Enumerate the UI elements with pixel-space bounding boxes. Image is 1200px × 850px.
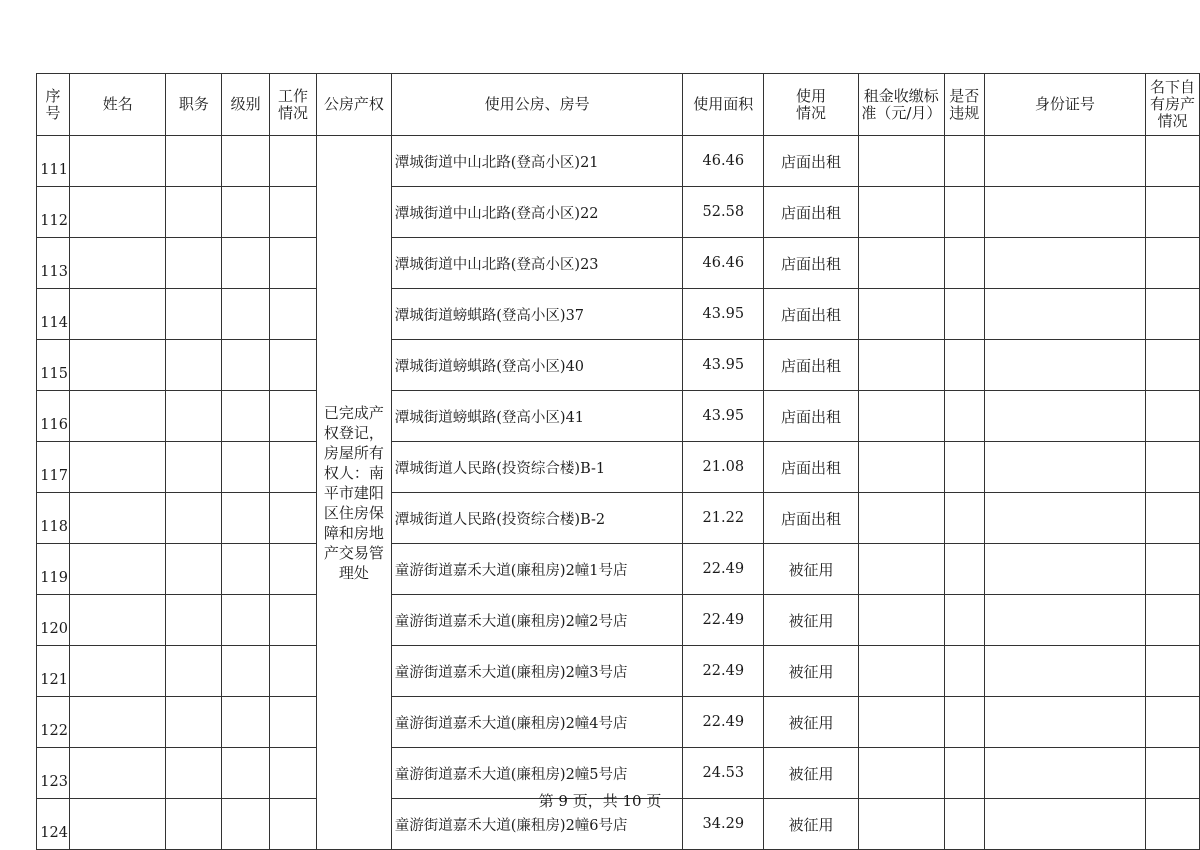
- cell-address: 童游街道嘉禾大道(廉租房)2幢4号店: [391, 697, 683, 748]
- cell-usage: 被征用: [764, 544, 859, 595]
- cell-address: 潭城街道螃蜞路(登高小区)41: [391, 391, 683, 442]
- table-row: [37, 646, 1200, 697]
- cell-property: [1145, 442, 1199, 493]
- header-area: 使用面积: [683, 74, 764, 136]
- cell-level: [222, 493, 270, 544]
- table-row: [37, 544, 1200, 595]
- cell-seq: 111: [37, 136, 70, 187]
- cell-area: 43.95: [683, 391, 764, 442]
- header-ownership: 公房产权: [316, 74, 391, 136]
- cell-violation: [944, 391, 984, 442]
- cell-property: [1145, 340, 1199, 391]
- header-violation: 是否违规: [944, 74, 984, 136]
- cell-name: [69, 493, 166, 544]
- header-row: [37, 74, 1200, 136]
- cell-address: 潭城街道螃蜞路(登高小区)40: [391, 340, 683, 391]
- cell-name: [69, 595, 166, 646]
- cell-level: [222, 646, 270, 697]
- cell-name: [69, 391, 166, 442]
- cell-seq: 115: [37, 340, 70, 391]
- cell-position: [166, 595, 222, 646]
- cell-address: 潭城街道中山北路(登高小区)21: [391, 136, 683, 187]
- cell-address: 童游街道嘉禾大道(廉租房)2幢3号店: [391, 646, 683, 697]
- cell-rent: [858, 442, 944, 493]
- cell-id: [984, 391, 1145, 442]
- cell-level: [222, 595, 270, 646]
- cell-area: 22.49: [683, 595, 764, 646]
- cell-name: [69, 238, 166, 289]
- cell-rent: [858, 544, 944, 595]
- cell-area: 34.29: [683, 799, 764, 850]
- cell-level: [222, 136, 270, 187]
- cell-property: [1145, 697, 1199, 748]
- header-property: 名下自有房产情况: [1145, 74, 1199, 136]
- cell-violation: [944, 544, 984, 595]
- cell-id: [984, 238, 1145, 289]
- cell-level: [222, 238, 270, 289]
- cell-usage: 被征用: [764, 595, 859, 646]
- page-footer: 第 9 页，共 10 页: [538, 792, 662, 810]
- cell-address: 童游街道嘉禾大道(廉租房)2幢5号店: [391, 748, 683, 799]
- cell-usage: 店面出租: [764, 187, 859, 238]
- ownership-cell: 已完成产权登记，房屋所有权人：南平市建阳区住房保障和房地产交易管理处: [316, 136, 391, 850]
- cell-id: [984, 187, 1145, 238]
- cell-area: 52.58: [683, 187, 764, 238]
- cell-violation: [944, 340, 984, 391]
- table-row: [37, 238, 1200, 289]
- cell-seq: 114: [37, 289, 70, 340]
- cell-work: [270, 187, 317, 238]
- cell-rent: [858, 391, 944, 442]
- cell-address: 童游街道嘉禾大道(廉租房)2幢1号店: [391, 544, 683, 595]
- cell-work: [270, 595, 317, 646]
- cell-seq: 116: [37, 391, 70, 442]
- cell-position: [166, 289, 222, 340]
- cell-rent: [858, 646, 944, 697]
- cell-work: [270, 544, 317, 595]
- cell-rent: [858, 493, 944, 544]
- table-row: [37, 289, 1200, 340]
- header-rent: 租金收缴标准（元/月）: [858, 74, 944, 136]
- header-usage: 使用情况: [764, 74, 859, 136]
- cell-work: [270, 493, 317, 544]
- cell-rent: [858, 238, 944, 289]
- cell-work: [270, 391, 317, 442]
- cell-seq: 112: [37, 187, 70, 238]
- cell-usage: 店面出租: [764, 136, 859, 187]
- cell-rent: [858, 697, 944, 748]
- cell-position: [166, 340, 222, 391]
- housing-table: [36, 73, 1200, 850]
- header-position: 职务: [166, 74, 222, 136]
- header-work: 工作情况: [270, 74, 317, 136]
- cell-seq: 123: [37, 748, 70, 799]
- cell-id: [984, 442, 1145, 493]
- cell-seq: 121: [37, 646, 70, 697]
- cell-position: [166, 238, 222, 289]
- cell-work: [270, 697, 317, 748]
- cell-usage: 店面出租: [764, 493, 859, 544]
- cell-id: [984, 544, 1145, 595]
- cell-level: [222, 187, 270, 238]
- cell-seq: 120: [37, 595, 70, 646]
- cell-usage: 店面出租: [764, 238, 859, 289]
- cell-rent: [858, 187, 944, 238]
- cell-id: [984, 646, 1145, 697]
- cell-usage: 店面出租: [764, 289, 859, 340]
- cell-level: [222, 442, 270, 493]
- cell-property: [1145, 289, 1199, 340]
- cell-address: 潭城街道螃蜞路(登高小区)37: [391, 289, 683, 340]
- table-row: [37, 136, 1200, 187]
- cell-position: [166, 493, 222, 544]
- cell-violation: [944, 187, 984, 238]
- cell-id: [984, 289, 1145, 340]
- cell-id: [984, 493, 1145, 544]
- cell-position: [166, 187, 222, 238]
- cell-id: [984, 340, 1145, 391]
- cell-id: [984, 697, 1145, 748]
- cell-area: 22.49: [683, 697, 764, 748]
- cell-rent: [858, 340, 944, 391]
- cell-work: [270, 442, 317, 493]
- cell-work: [270, 340, 317, 391]
- cell-name: [69, 442, 166, 493]
- cell-seq: 113: [37, 238, 70, 289]
- table-row: [37, 391, 1200, 442]
- cell-usage: 被征用: [764, 697, 859, 748]
- cell-address: 潭城街道中山北路(登高小区)23: [391, 238, 683, 289]
- cell-id: [984, 136, 1145, 187]
- cell-area: 21.08: [683, 442, 764, 493]
- cell-address: 潭城街道人民路(投资综合楼)B-1: [391, 442, 683, 493]
- table-row: [37, 493, 1200, 544]
- cell-area: 46.46: [683, 238, 764, 289]
- cell-area: 43.95: [683, 340, 764, 391]
- cell-position: [166, 442, 222, 493]
- cell-violation: [944, 646, 984, 697]
- cell-position: [166, 544, 222, 595]
- cell-address: 潭城街道人民路(投资综合楼)B-2: [391, 493, 683, 544]
- cell-address: 童游街道嘉禾大道(廉租房)2幢6号店: [391, 799, 683, 850]
- table-row: [37, 187, 1200, 238]
- cell-property: [1145, 391, 1199, 442]
- cell-name: [69, 136, 166, 187]
- cell-level: [222, 544, 270, 595]
- table-row: [37, 340, 1200, 391]
- cell-seq: 118: [37, 493, 70, 544]
- cell-property: [1145, 493, 1199, 544]
- cell-position: [166, 136, 222, 187]
- header-name: 姓名: [69, 74, 166, 136]
- cell-rent: [858, 289, 944, 340]
- cell-violation: [944, 238, 984, 289]
- header-level: 级别: [222, 74, 270, 136]
- cell-work: [270, 136, 317, 187]
- cell-level: [222, 391, 270, 442]
- table-row: [37, 442, 1200, 493]
- cell-seq: 122: [37, 697, 70, 748]
- cell-violation: [944, 442, 984, 493]
- cell-usage: 店面出租: [764, 442, 859, 493]
- cell-usage: 店面出租: [764, 340, 859, 391]
- cell-rent: [858, 595, 944, 646]
- cell-position: [166, 697, 222, 748]
- cell-seq: 117: [37, 442, 70, 493]
- cell-level: [222, 697, 270, 748]
- cell-name: [69, 289, 166, 340]
- cell-violation: [944, 595, 984, 646]
- cell-area: 46.46: [683, 136, 764, 187]
- cell-name: [69, 697, 166, 748]
- cell-address: 童游街道嘉禾大道(廉租房)2幢2号店: [391, 595, 683, 646]
- cell-usage: 被征用: [764, 748, 859, 799]
- cell-property: [1145, 544, 1199, 595]
- cell-seq: 119: [37, 544, 70, 595]
- cell-work: [270, 646, 317, 697]
- cell-usage: 被征用: [764, 646, 859, 697]
- cell-property: [1145, 187, 1199, 238]
- cell-property: [1145, 595, 1199, 646]
- header-address: 使用公房、房号: [391, 74, 683, 136]
- cell-area: 22.49: [683, 646, 764, 697]
- cell-level: [222, 340, 270, 391]
- cell-area: 22.49: [683, 544, 764, 595]
- cell-position: [166, 391, 222, 442]
- cell-rent: [858, 136, 944, 187]
- table-row: [37, 595, 1200, 646]
- cell-work: [270, 289, 317, 340]
- cell-name: [69, 646, 166, 697]
- cell-name: [69, 187, 166, 238]
- cell-property: [1145, 646, 1199, 697]
- cell-usage: 店面出租: [764, 391, 859, 442]
- cell-name: [69, 544, 166, 595]
- header-id: 身份证号: [984, 74, 1145, 136]
- cell-seq: 124: [37, 799, 70, 850]
- cell-violation: [944, 289, 984, 340]
- cell-violation: [944, 697, 984, 748]
- cell-property: [1145, 136, 1199, 187]
- cell-position: [166, 646, 222, 697]
- cell-property: [1145, 238, 1199, 289]
- cell-area: 24.53: [683, 748, 764, 799]
- cell-violation: [944, 493, 984, 544]
- cell-violation: [944, 136, 984, 187]
- cell-name: [69, 340, 166, 391]
- table-row: [37, 697, 1200, 748]
- cell-address: 潭城街道中山北路(登高小区)22: [391, 187, 683, 238]
- cell-id: [984, 595, 1145, 646]
- cell-area: 43.95: [683, 289, 764, 340]
- cell-work: [270, 238, 317, 289]
- cell-area: 21.22: [683, 493, 764, 544]
- header-seq: 序号: [37, 74, 70, 136]
- cell-usage: 被征用: [764, 799, 859, 850]
- cell-level: [222, 289, 270, 340]
